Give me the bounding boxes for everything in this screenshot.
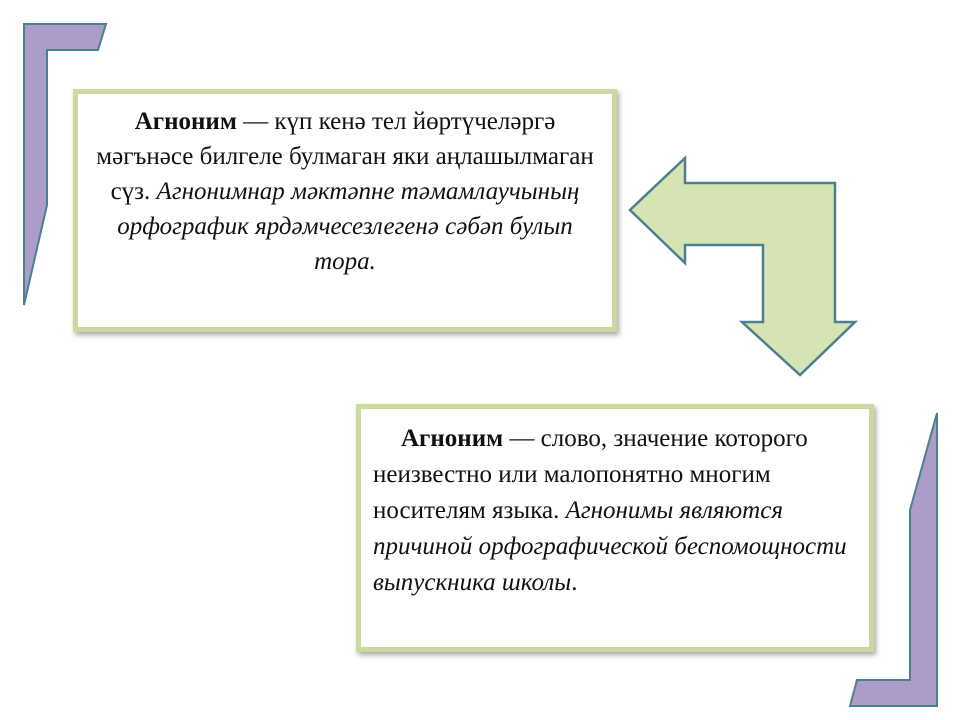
bent-arrow-icon: [630, 158, 855, 375]
tatar-definition-box: [73, 89, 617, 332]
russian-term: Агноним: [401, 425, 504, 452]
russian-dash: —: [503, 425, 541, 452]
russian-definition-text: слово, значение которого неизвестно или малопонятно многим носителям языка.: [373, 425, 808, 524]
tatar-note-text: Агнонимнар мәктәпне тәмамлаучының орфографик ярдәмчесезлегенә сәбәп булып тора.: [117, 178, 580, 275]
tatar-term: Агноним: [134, 108, 237, 135]
russian-note-text: Агнонимы являются причиной орфографической беспомощности выпускника школы: [373, 497, 847, 596]
russian-end-punct: .: [571, 569, 578, 596]
tatar-dash: —: [236, 108, 275, 135]
russian-definition-box: [356, 404, 874, 652]
tatar-definition-text: күп кенә тел йөртүчеләргә мәгънәсе билгеле булмаган яки аңлашылмаган сүз.: [96, 108, 594, 205]
